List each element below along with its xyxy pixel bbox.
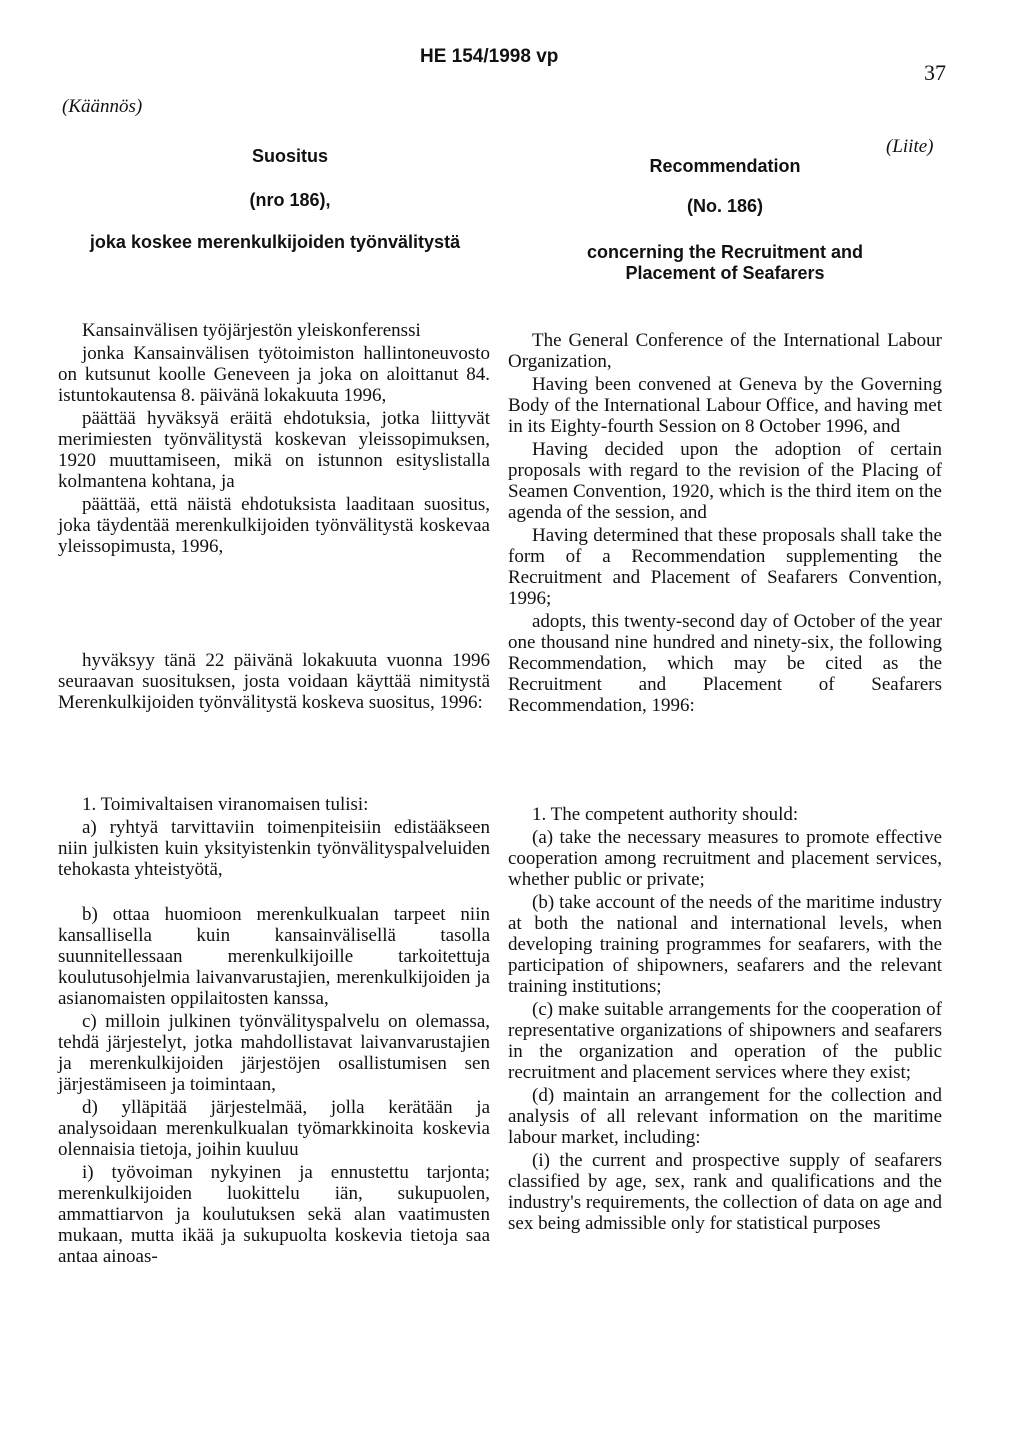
fi-item-a: a) ryhtyä tarvittaviin toimenpiteisiin edistääkseen niin julkisten kuin yksityistenkin työnvälityspalveluiden tehokasta yhteistyötä, (58, 817, 490, 880)
fi-preamble-para: päättää hyväksyä eräitä ehdotuksia, jotka liittyvät merimiesten työnvälitystä koskevan yleissopimuksen, 1920 muuttamiseen, mikä on istunnon esityslistalla kolmantena kohtana, ja (58, 408, 490, 492)
appendix-tag: (Liite) (886, 136, 934, 157)
en-item-c: (c) make suitable arrangements for the cooperation of representative organizations of shipowners and seafarers in the organization and operation of the public recruitment and placement services where they exist; (508, 999, 942, 1083)
en-article-1 (508, 804, 942, 1236)
fi-preamble-para: jonka Kansainvälisen työtoimiston hallintoneuvosto on kutsunut koolle Geneveen ja joka on aloittanut 84. istuntokautensa 8. päivänä lokakuuta 1996, (58, 343, 490, 406)
fi-preamble (58, 320, 490, 559)
en-title: Recommendation (649, 156, 801, 176)
fi-adopts (58, 650, 490, 713)
page-number: 37 (924, 60, 946, 85)
en-preamble-para: adopts, this twenty-second day of October of the year one thousand nine hundred and ninety-six, the following Recommendation, which may be cited as the Recruitment and Placement of Seafarers Recommendation, 1996: (508, 611, 942, 716)
en-item-b: (b) take account of the needs of the maritime industry at both the national and international levels, when developing training programmes for seafarers, with the participation of shipowners, seafarers and the relevant training institutions; (508, 892, 942, 997)
en-preamble (508, 330, 942, 718)
fi-subtitle: joka koskee merenkulkijoiden työnvälitystä (89, 232, 461, 252)
fi-preamble-para: päättää, että näistä ehdotuksista laaditaan suositus, joka täydentää merenkulkijoiden työnvälitystä koskevaa yleissopimusta, 1996, (58, 494, 490, 557)
en-preamble-para: The General Conference of the International Labour Organization, (508, 330, 942, 372)
en-item-i: (i) the current and prospective supply of seafarers classified by age, sex, rank and qualifications and the industry's requirements, the collection of data on age and sex being admissible only for statistical purposes (508, 1150, 942, 1234)
en-article-intro: 1. The competent authority should: (532, 804, 799, 825)
fi-item-i: i) työvoiman nykyinen ja ennustettu tarjonta; merenkulkijoiden luokittelu iän, sukupuolen, ammattiarvon ja koulutuksen sekä alan vaatimusten mukaan, mutta ikää ja sukupuolta koskevia tietoja saa antaa ainoas- (58, 1162, 490, 1267)
en-subtitle: concerning the Recruitment and Placement of Seafarers (586, 242, 864, 283)
fi-item-d: d) ylläpitää järjestelmää, jolla kerätään ja analysoidaan merenkulkualan työmarkkinoita koskevia olennaisia tietoja, joihin kuuluu (58, 1097, 490, 1160)
fi-preamble-para: Kansainvälisen työjärjestön yleiskonferenssi (82, 320, 421, 341)
en-preamble-para: Having been convened at Geneva by the Governing Body of the International Labour Office, and having met in its Eighty-fourth Session on 8 October 1996, and (508, 374, 942, 437)
fi-item-c: c) milloin julkinen työnvälityspalvelu on olemassa, tehdä järjestelyt, jotka mahdollistavat laivanvarustajien ja merenkulkijoiden järjestöjen osallistumisen sen järjestämiseen ja toimintaan, (58, 1011, 490, 1095)
en-preamble-para: Having decided upon the adoption of certain proposals with regard to the revision of the Placing of Seamen Convention, 1920, which is the third item on the agenda of the session, and (508, 439, 942, 523)
en-number: (No. 186) (686, 196, 764, 216)
fi-article-1 (58, 794, 490, 1269)
fi-adopts-para: hyväksyy tänä 22 päivänä lokakuuta vuonna 1996 seuraavan suosituksen, josta voidaan käyttää nimitystä Merenkulkijoiden työnvälitystä koskeva suositus, 1996: (58, 650, 490, 713)
translation-tag: (Käännös) (62, 96, 143, 117)
fi-item-b: b) ottaa huomioon merenkulkualan tarpeet niin kansallisella kuin kansainvälisellä tasolla suunnitellessaan merenkulkijoille tarkoitettuja koulutusohjelmia laivanvarustajien, merenkulkijoiden ja asianomaisten oppilaitosten kanssa, (58, 904, 490, 1009)
en-item-a: (a) take the necessary measures to promote effective cooperation among recruitment and placement services, whether public or private; (508, 827, 942, 890)
en-item-d: (d) maintain an arrangement for the collection and analysis of all relevant information on the maritime labour market, including: (508, 1085, 942, 1148)
fi-title: Suositus (251, 146, 328, 166)
fi-article-intro: 1. Toimivaltaisen viranomaisen tulisi: (82, 794, 369, 815)
fi-number: (nro 186), (249, 190, 331, 210)
en-preamble-para: Having determined that these proposals shall take the form of a Recommendation supplementing the Recruitment and Placement of Seafarers Convention, 1996; (508, 525, 942, 609)
document-id: HE 154/1998 vp (420, 46, 559, 67)
